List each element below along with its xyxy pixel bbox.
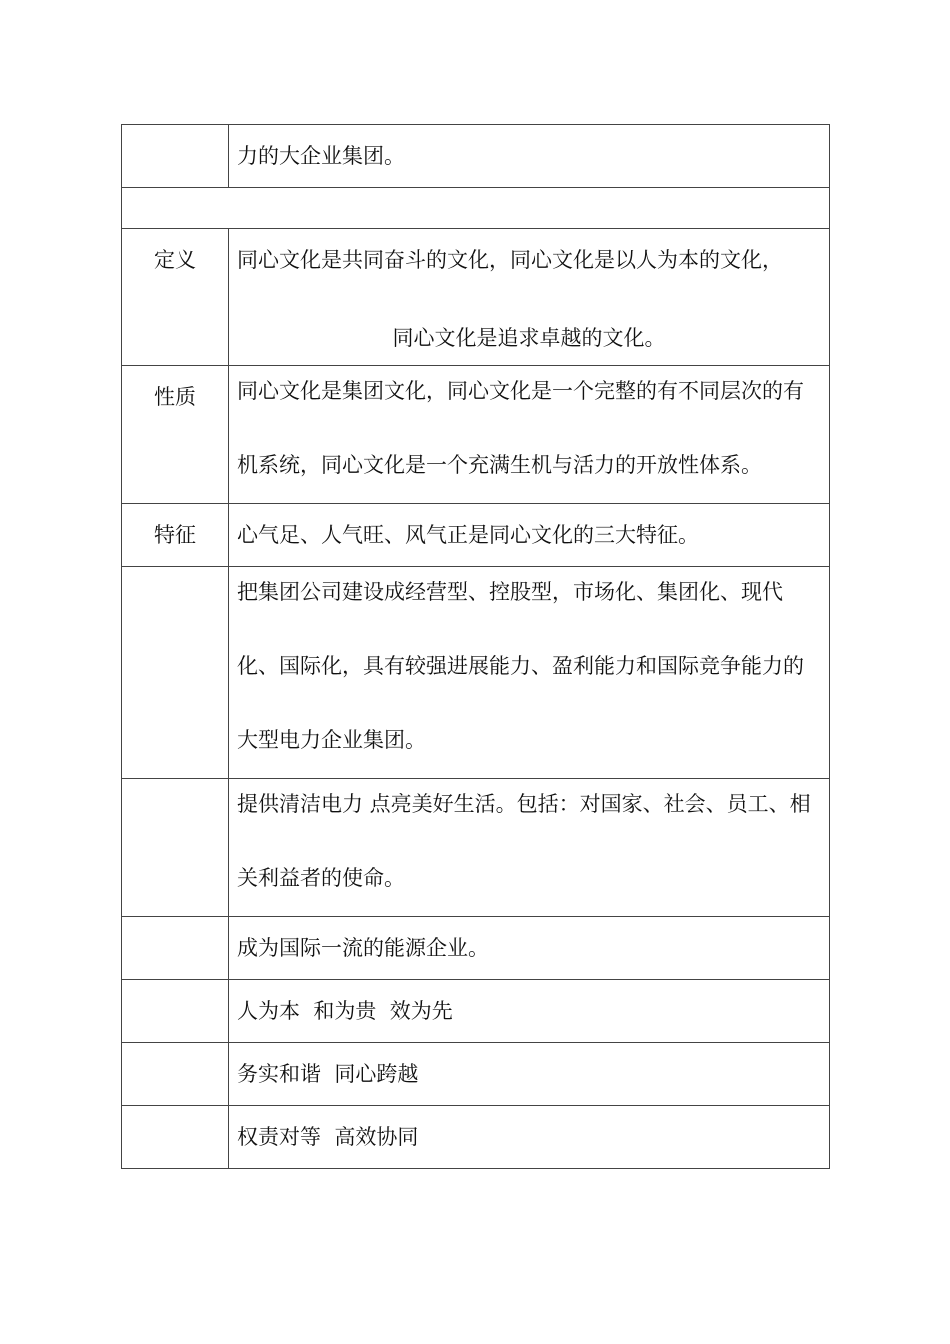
row-label [122,779,228,794]
table-row [122,366,830,504]
row-text-line2: 同心文化是追求卓越的文化。 [392,326,666,350]
row-label [122,567,228,582]
row-content-cell [229,779,830,917]
row-text: 同心文化是集团文化，同心文化是一个完整的有不同层次的有机系统，同心文化是一个充满生机与活力的开放性体系。 [237,379,804,477]
row-label [122,980,228,995]
row-label: 特征 [154,523,196,547]
row-label [122,917,228,932]
row-text: 人为本 和为贵 效为先 [237,999,453,1023]
row-label-cell [122,366,229,504]
row-label [122,1043,228,1058]
row-text: 心气足、人气旺、风气正是同心文化的三大特征。 [237,523,699,547]
row-content-cell [229,1106,830,1169]
row-text: 同心文化是共同奋斗的文化，同心文化是以人为本的文化， [237,248,783,272]
row-content-cell [229,125,830,188]
row-label-cell [122,1043,229,1106]
row-text: 把集团公司建设成经营型、控股型，市场化、集团化、现代化、国际化，具有较强进展能力、盈利能力和国际竞争能力的大型电力企业集团。 [237,580,804,752]
row-label-cell [122,779,229,917]
row-content-cell [229,980,830,1043]
table-row [122,188,830,229]
row-label: 定义 [154,248,196,272]
table-row [122,980,830,1043]
table-row [122,1106,830,1169]
row-label-cell [122,504,229,567]
row-content-cell [229,567,830,779]
table-row [122,917,830,980]
row-text: 成为国际一流的能源企业。 [237,936,489,960]
row-label-cell [122,229,229,366]
row-label-cell [122,980,229,1043]
empty-row-cell [122,188,830,229]
table-row [122,567,830,779]
table-row [122,125,830,188]
row-label-cell [122,917,229,980]
row-label-cell [122,125,229,188]
row-label-cell [122,1106,229,1169]
row-label [122,125,228,140]
row-text: 务实和谐 同心跨越 [237,1062,419,1086]
row-label: 性质 [154,385,196,409]
table-row [122,779,830,917]
content-table [121,124,830,1169]
row-content-cell [229,917,830,980]
row-label-cell [122,567,229,779]
table-row [122,1043,830,1106]
row-text: 权责对等 高效协同 [237,1125,419,1149]
row-label [122,1106,228,1121]
row-content-cell [229,1043,830,1106]
row-content-cell [229,366,830,504]
row-text: 力的大企业集团。 [237,144,405,168]
row-text: 提供清洁电力 点亮美好生活。包括：对国家、社会、员工、相关利益者的使命。 [237,792,811,890]
